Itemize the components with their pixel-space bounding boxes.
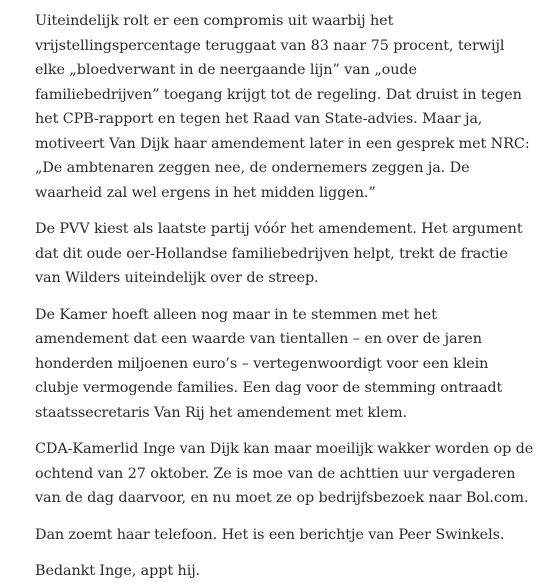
paragraph-compromise: Uiteindelijk rolt er een compromis uit waarbij het vrijstellingspercentage teruggaat van 83 naar 75 procent, terwijl elke „bloedverwant in de neergaande lijn” van „oude familiebedrijven” toegang krijgt tot de regeling. Dat druist in tegen het CPB-rapport en tegen het Raad van State-advies. Maar ja, motiveert Van Dijk haar amendement later in een gesprek met NRC: „De ambtenaren zeggen nee, de ondernemers zeggen ja. De waarheid zal wel ergens in het midden liggen.” <box>35 13 530 201</box>
paragraph-telefoon: Dan zoemt haar telefoon. Het is een berichtje van Peer Swinkels. <box>35 526 505 543</box>
paragraph-pvv: De PVV kiest als laatste partij vóór het amendement. Het argument dat dit oude oer-Hollandse familiebedrijven helpt, trekt de fractie van Wilders uiteindelijk over de streep. <box>35 221 523 286</box>
paragraph-inge-van-dijk: CDA-Kamerlid Inge van Dijk kan maar moeilijk wakker worden op de ochtend van 27 oktober. Ze is moe van de achttien uur vergaderen van de dag daarvoor, en nu moet ze op bedrijfsbezoek naar Bol.com. <box>35 441 534 506</box>
paragraph-kamer-vote: De Kamer hoeft alleen nog maar in te stemmen met het amendement dat een waarde van tientallen – en over de jaren honderden miljoenen euro’s – vertegenwoordigt voor een klein clubje vermogende families. Een dag voor de stemming ontraadt staatssecretaris Van Rij het amendement met klem. <box>35 306 503 421</box>
paragraph-bedankt: Bedankt Inge, appt hij. <box>35 563 201 579</box>
